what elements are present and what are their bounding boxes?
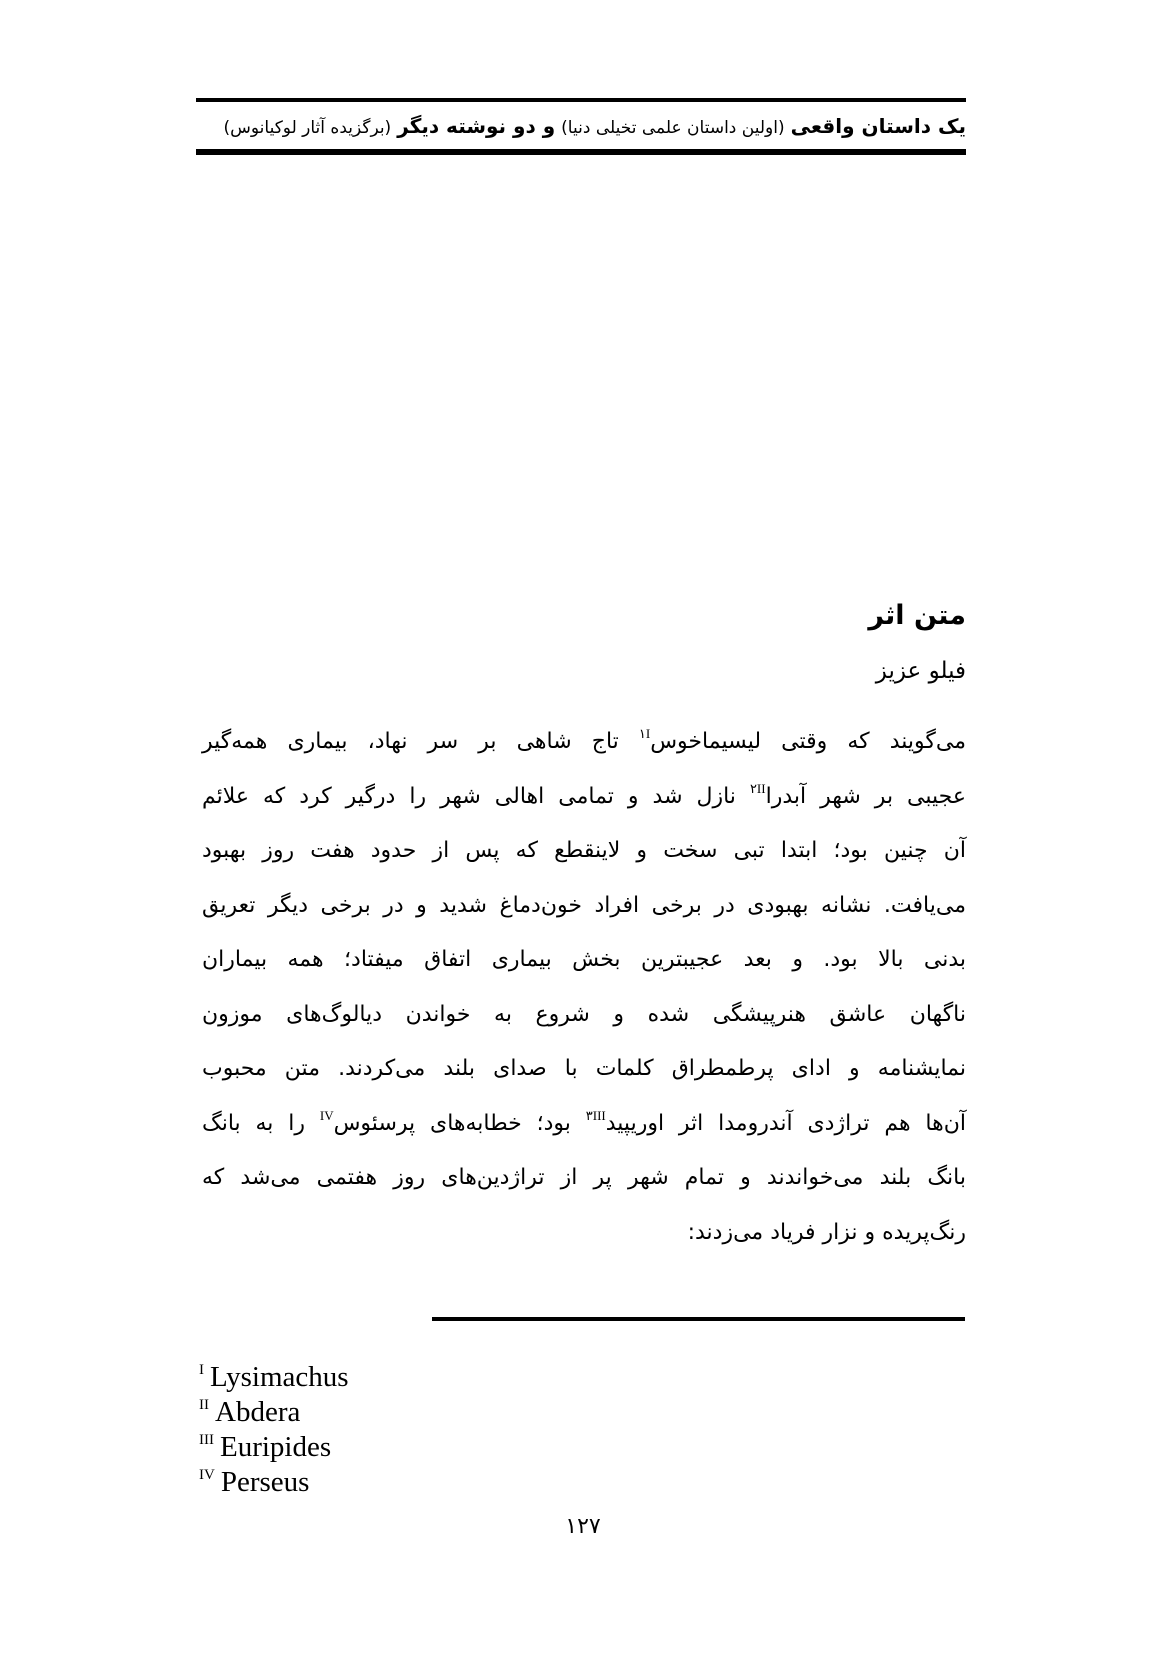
body-line: رنگ‌پریده و نزار فریاد می‌زدند: — [687, 1219, 966, 1245]
body-paragraph — [202, 715, 966, 1260]
footnote-marker: III — [199, 1432, 214, 1448]
header-rule-bottom — [196, 149, 966, 155]
body-line: می‌گویند که وقتی لیسیماخوس$^{۱I}$ تاج شاهی بر سر نهاد، بیماری همه‌گیر — [202, 726, 966, 754]
footnote-ref[interactable]: ۲II — [749, 780, 766, 796]
running-head — [196, 108, 966, 144]
running-head-title: یک داستان واقعی — [790, 114, 966, 138]
body-line: آن‌ها هم تراژدی آندرومدا اثر اوریپید$^{۳III}$ بود؛ خطابه‌های پرسئوس$^{IV}$ را به بانگ — [202, 1107, 966, 1136]
running-head-subtitle: (اولین داستان علمی تخیلی دنیا) — [561, 118, 785, 138]
footnote-item: $^{IV}$ Perseus — [199, 1466, 310, 1498]
footnote-separator — [432, 1317, 965, 1321]
footnote-marker: II — [199, 1397, 209, 1413]
footnote-item: $^{II}$ Abdera — [199, 1396, 301, 1428]
footnotes — [199, 1360, 349, 1500]
body-line: نمایشنامه و ادای پرطمطراق کلمات با صدای بلند می‌کردند. متن محبوب — [202, 1056, 966, 1081]
footnote-marker: I — [199, 1362, 204, 1378]
body-line: بدنی بالا بود. و بعد عجیبترین بخش بیماری اتفاق میفتاد؛ همه بیماران — [202, 947, 966, 972]
footnote-ref[interactable]: ۳III — [585, 1107, 606, 1123]
footnote-marker: IV — [199, 1467, 215, 1483]
body-line: می‌یافت. نشانه بهبودی در برخی افراد خون‌دماغ شدید و در برخی دیگر تعریق — [202, 892, 966, 918]
footnote-item: $^I$ Lysimachus — [199, 1361, 349, 1393]
body-line: بانگ بلند می‌خواندند و تمام شهر پر از تراژدین‌های روز هفتمی می‌شد که — [202, 1165, 966, 1190]
body-line: آن چنین بود؛ ابتدا تبی سخت و لاینقطع که پس از حدود هفت روز بهبود — [202, 838, 966, 863]
footnote-item: $^{III}$ Euripides — [199, 1431, 332, 1463]
page-number: ۱۲۷ — [565, 1514, 601, 1539]
running-head-subtitle-2: (برگزیده آثار لوکیانوس) — [223, 118, 392, 138]
body-line: عجیبی بر شهر آبدرا$^{۲II}$ نازل شد و تمامی اهالی شهر را درگیر کرد که علائم — [202, 780, 967, 809]
body-line: ناگهان عاشق هنرپیشگی شده و شروع به خواندن دیالوگ‌های موزون — [202, 1001, 966, 1027]
running-head-title-2: و دو نوشته دیگر — [397, 114, 556, 138]
section-author: فیلو عزیز — [875, 658, 966, 684]
footnote-ref[interactable]: IV — [319, 1107, 334, 1123]
section-title: متن اثر — [868, 600, 966, 631]
footnote-ref[interactable]: ۱I — [638, 726, 651, 741]
header-rule-top — [196, 98, 966, 102]
